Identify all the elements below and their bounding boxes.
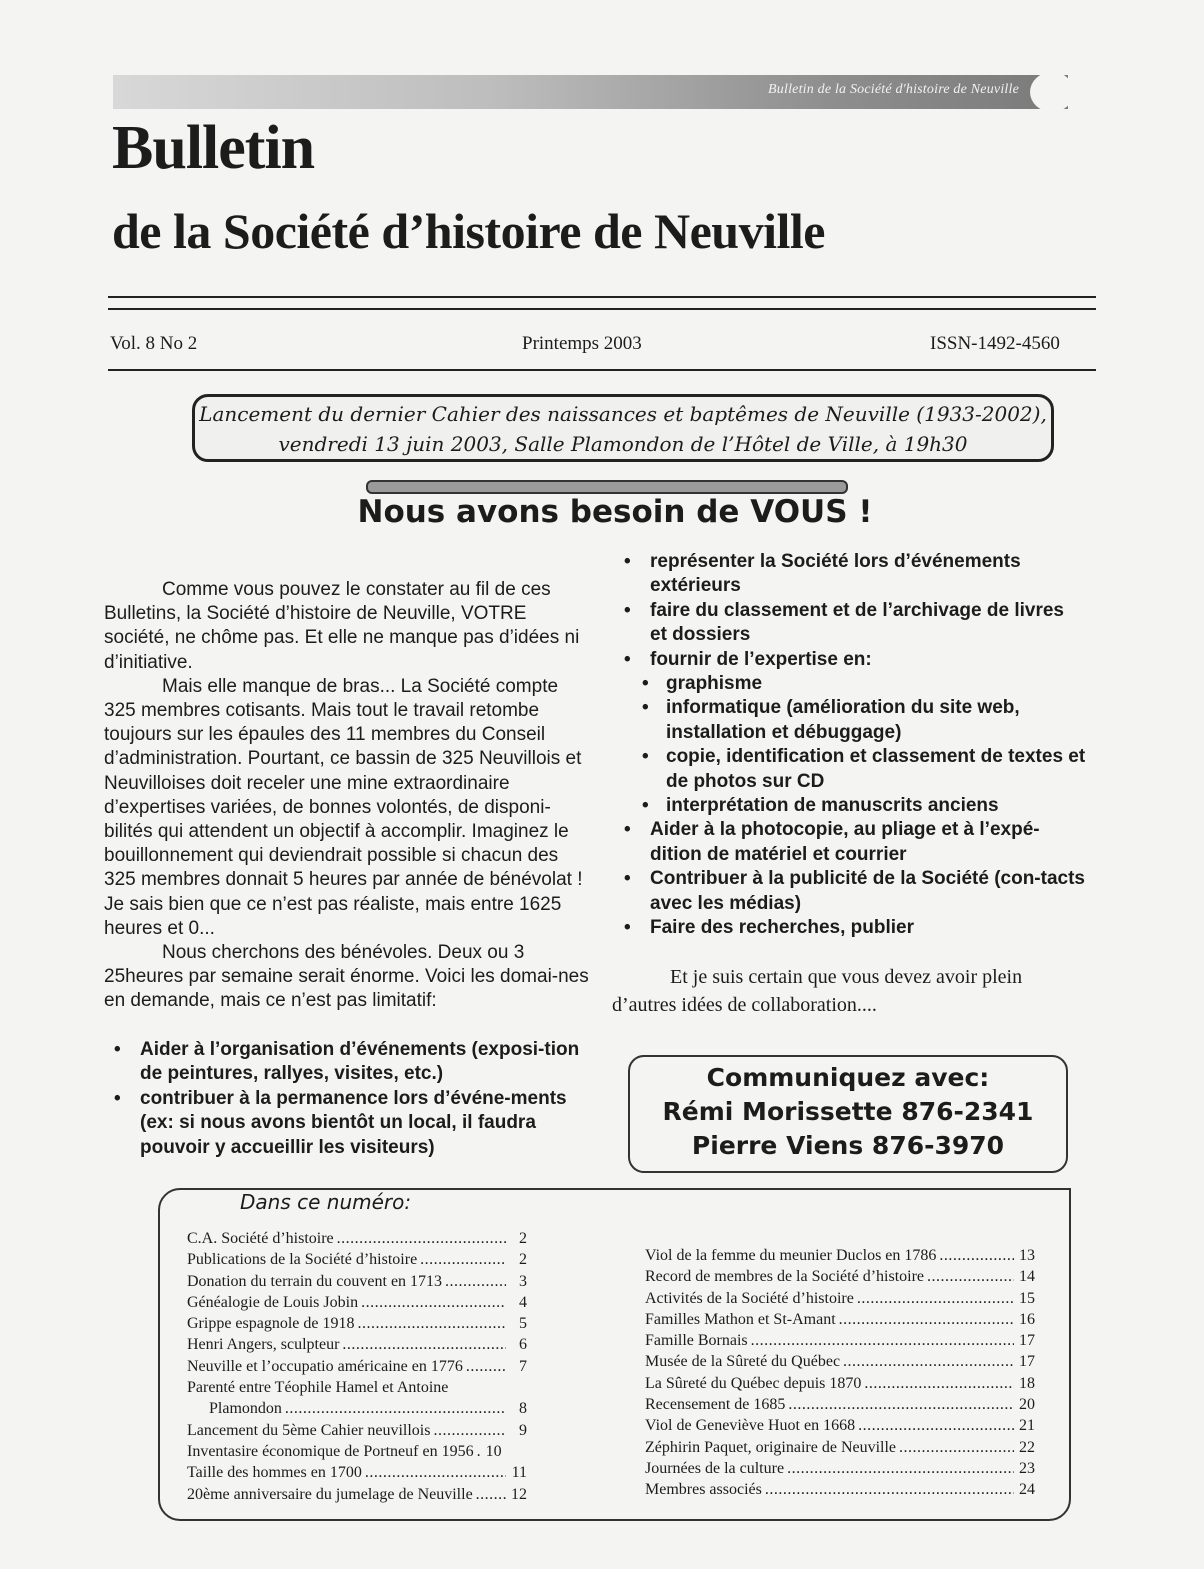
list-item: • représenter la Société lors d’événements extérieurs	[624, 551, 1021, 597]
paragraph: Comme vous pouvez le constater au fil de ces Bulletins, la Société d’histoire de Neuville, VOTRE société, ne chôme pas. Et elle ne manque pas d’idées ni d’initiative.	[104, 579, 580, 673]
toc-left-column	[187, 1228, 527, 1505]
contact-name: Pierre Viens	[691, 1131, 864, 1160]
toc-entry[interactable]: Record de membres de la Société d’histoire ..... 14	[645, 1266, 1035, 1287]
toc-entry[interactable]: Famille Bornais ..... 17	[645, 1330, 1035, 1351]
toc-entry[interactable]: C.A. Société d’histoire ..... 2	[187, 1228, 527, 1249]
toc-entry[interactable]: La Sûreté du Québec depuis 1870 ..... 18	[645, 1373, 1035, 1394]
toc-entry-continued[interactable]: Plamondon ..... 8	[187, 1398, 527, 1419]
toc-entry[interactable]: Donation du terrain du couvent en 1713 ..... 3	[187, 1271, 527, 1292]
toc-entry[interactable]: Henri Angers, sculpteur ..... 6	[187, 1334, 527, 1355]
list-subitem: • informatique (amélioration du site web, installation et débuggage)	[642, 697, 1020, 743]
toc-entry[interactable]: Viol de la femme du meunier Duclos en 1786 ..... 13	[645, 1245, 1035, 1266]
list-item: • Contribuer à la publicité de la Société (con-tacts avec les médias)	[624, 868, 1085, 914]
contact-name: Rémi Morissette	[662, 1097, 893, 1126]
contact-title: Communiquez avec:	[706, 1063, 990, 1092]
bullet-icon: •	[624, 599, 631, 621]
toc-entry[interactable]: Journées de la culture ..... 23	[645, 1458, 1035, 1479]
article-headline: Nous avons besoin de VOUS !	[357, 494, 873, 530]
toc-entry[interactable]: Recensement de 1685 ..... 20	[645, 1394, 1035, 1415]
masthead-subtitle: de la Société d’histoire de Neuville	[112, 203, 825, 259]
contact-person	[630, 1129, 1066, 1163]
bullet-icon: •	[642, 697, 649, 719]
volunteer-list-left	[106, 1038, 596, 1160]
bullet-icon: •	[114, 1087, 121, 1109]
list-subitem: • graphisme	[616, 672, 1086, 696]
bullet-icon: •	[624, 917, 631, 939]
bullet-icon: •	[642, 673, 649, 695]
bullet-icon: •	[624, 648, 631, 670]
divider-rule	[108, 296, 1096, 298]
toc-entry[interactable]: Musée de la Sûreté du Québec ..... 17	[645, 1351, 1035, 1372]
bullet-icon: •	[624, 868, 631, 890]
masthead-title: Bulletin	[112, 114, 315, 182]
toc-title: Dans ce numéro:	[240, 1190, 412, 1214]
toc-entry[interactable]: Neuville et l’occupatio américaine en 1776 ..... 7	[187, 1356, 527, 1377]
toc-right-column	[645, 1245, 1035, 1501]
divider-rule	[108, 308, 1096, 310]
contact-person	[630, 1095, 1066, 1129]
contact-phone: 876-2341	[901, 1097, 1034, 1126]
toc-entry[interactable]: Grippe espagnole de 1918 ..... 5	[187, 1313, 527, 1334]
bullet-icon: •	[624, 819, 631, 841]
list-item: • faire du classement et de l’archivage de livres et dossiers	[624, 599, 1064, 646]
contact-phone: 876-3970	[871, 1131, 1005, 1160]
paragraph: Mais elle manque de bras... La Société compte 325 membres cotisants. Mais tout le travail retombe toujours sur les épaules des 11 membres du Conseil d’administration. Pourtant, ce bassin de 325 Neuvillois et Neuvilloises doit receler une mine extraordinaire d’expertises variées, de bonnes volontés, de disponi-bilités qui attendent un objectif à accomplir. Imaginez le bouillonnement qui deviendrait possible si chacun des 325 membres donnait 5 heures par année de bénévolat ! Je sais bien que ce n’est pas réaliste, mais entre 1625 heures et 0...	[104, 675, 583, 939]
list-item: • fournir de l’expertise en:	[616, 648, 1086, 672]
bullet-icon: •	[114, 1039, 121, 1060]
bullet-icon: •	[642, 795, 649, 817]
toc-entry[interactable]: Parenté entre Téophile Hamel et Antoine	[187, 1379, 449, 1397]
list-item: • Faire des recherches, publier	[616, 916, 1086, 940]
toc-entry[interactable]: Publications de la Société d’histoire ..... 2	[187, 1249, 527, 1270]
banner-text: Bulletin de la Société d'histoire de Neuville	[768, 82, 1019, 97]
list-item: • Aider à la photocopie, au pliage et à l’expé-dition de matériel et courrier	[624, 819, 1040, 865]
list-subitem: • interprétation de manuscrits anciens	[616, 794, 1086, 818]
toc-entry[interactable]: 20ème anniversaire du jumelage de Neuville ..... 12	[187, 1484, 527, 1505]
toc-entry[interactable]: Inventasire économique de Portneuf en 1956 ..... 10	[187, 1441, 527, 1462]
paragraph: Nous cherchons des bénévoles. Deux ou 3 25heures par semaine serait énorme. Voici les domai-nes en demande, mais ce n’est pas limitatif:	[104, 942, 589, 1012]
issue-season: Printemps 2003	[522, 333, 642, 354]
decorative-pill	[366, 480, 848, 494]
volume-number: Vol. 8 No 2	[110, 333, 198, 354]
issn: ISSN-1492-4560	[930, 333, 1060, 354]
event-announcement	[192, 394, 1054, 462]
article-body-left	[104, 578, 594, 1014]
divider-rule	[108, 369, 1096, 371]
toc-entry[interactable]: Activités de la Société d’histoire ..... 15	[645, 1288, 1035, 1309]
toc-entry[interactable]: Généalogie de Louis Jobin ..... 4	[187, 1292, 527, 1313]
contact-box	[628, 1055, 1068, 1173]
toc-entry[interactable]: Lancement du 5ème Cahier neuvillois ..... 9	[187, 1420, 527, 1441]
closing-remark: Et je suis certain que vous devez avoir plein d’autres idées de collaboration....	[612, 966, 1023, 1016]
event-line-2: vendredi 13 juin 2003, Salle Plamondon de l’Hôtel de Ville, à 19h30	[278, 432, 968, 456]
toc-entry[interactable]: Familles Mathon et St-Amant ..... 16	[645, 1309, 1035, 1330]
toc-entry[interactable]: Membres associés ..... 24	[645, 1479, 1035, 1500]
bullet-icon: •	[624, 551, 631, 572]
event-line-1: Lancement du dernier Cahier des naissances et baptêmes de Neuville (1933-2002),	[199, 402, 1047, 426]
banner-end-cap	[1030, 72, 1074, 112]
toc-entry[interactable]: Zéphirin Paquet, originaire de Neuville ..... 22	[645, 1437, 1035, 1458]
bullet-icon: •	[642, 746, 649, 768]
volunteer-list-right	[616, 550, 1086, 941]
list-subitem: • copie, identification et classement de textes et de photos sur CD	[642, 746, 1086, 792]
toc-entry[interactable]: Taille des hommes en 1700 ..... 11	[187, 1462, 527, 1483]
list-item: • contribuer à la permanence lors d’événe-ments (ex: si nous avons bientôt un local, il faudra pouvoir y accueillir les visiteurs)	[114, 1087, 567, 1158]
list-item: • Aider à l’organisation d’événements (exposi-tion de peintures, rallyes, visites, etc.)	[114, 1039, 580, 1085]
toc-entry[interactable]: Viol de Geneviève Huot en 1668 ..... 21	[645, 1415, 1035, 1436]
